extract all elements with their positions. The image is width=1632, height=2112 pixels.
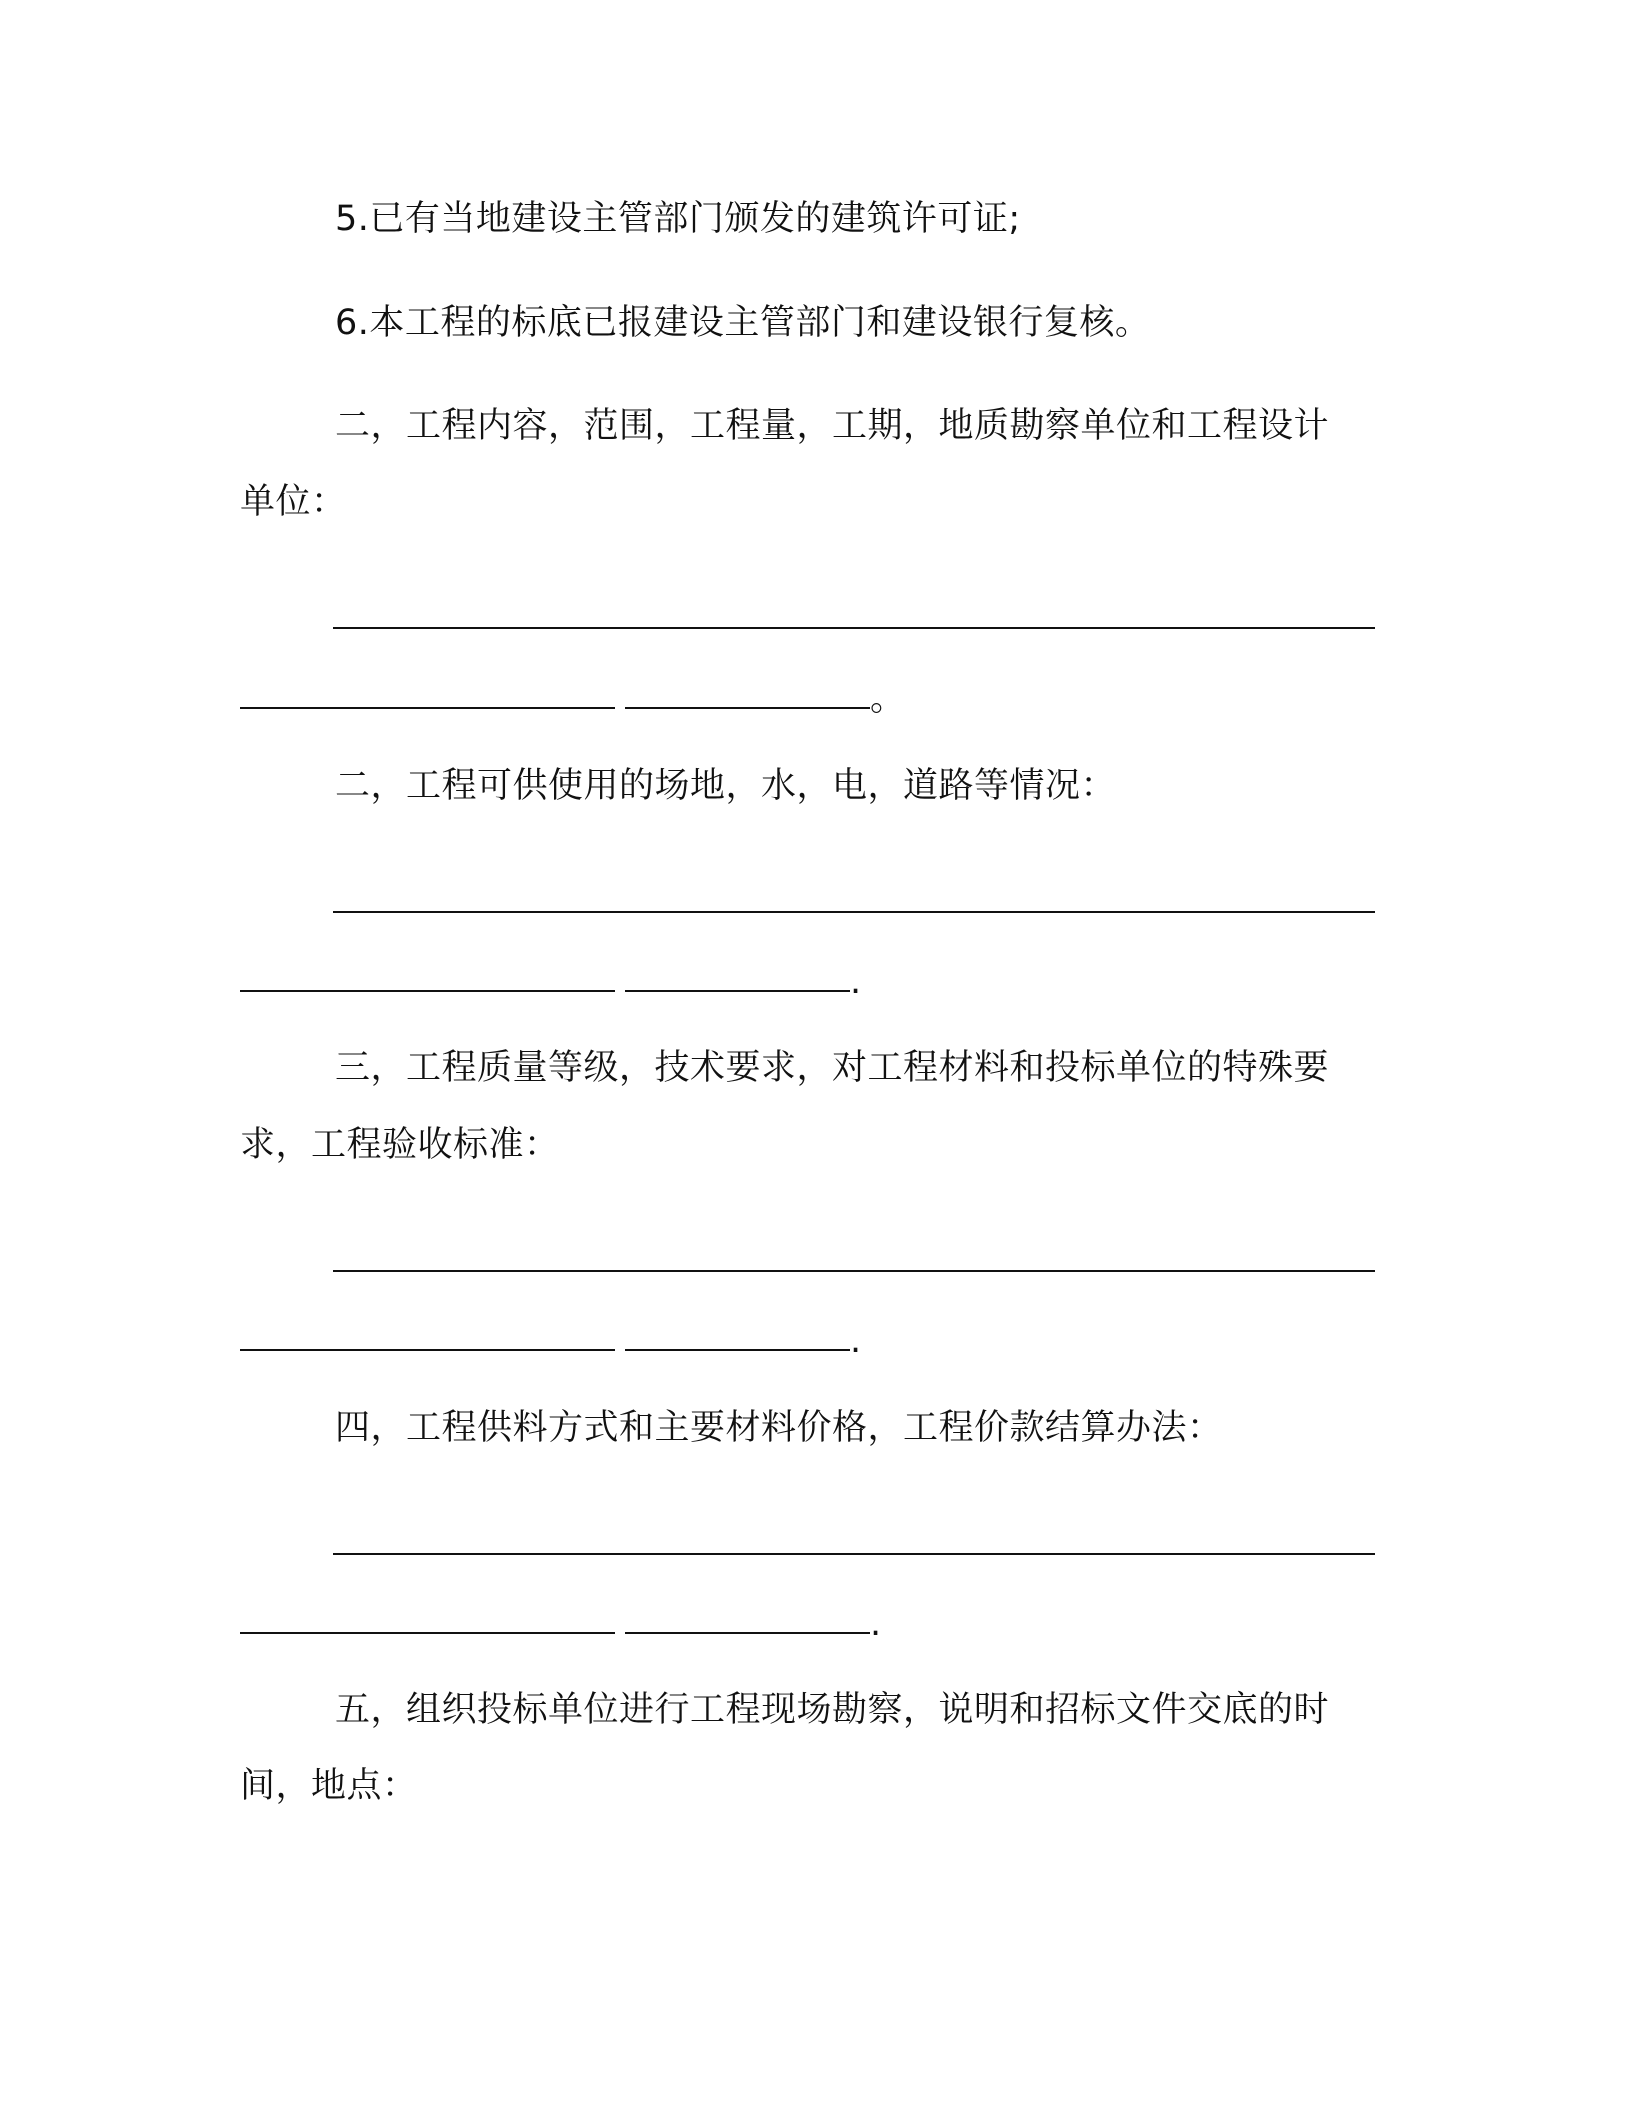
blank-fill-line	[625, 990, 850, 992]
section-heading-site-visit: 五，组织投标单位进行工程现场勘察，说明和招标文件交底的时	[335, 1690, 1330, 1730]
blank-fill-line	[240, 1349, 615, 1351]
blank-end-mark: .	[850, 1321, 862, 1361]
blank-fill-line	[625, 707, 870, 709]
section-heading-quality-cont: 求，工程验收标准：	[240, 1125, 560, 1165]
blank-fill-line	[333, 911, 1375, 913]
section-heading-materials: 四，工程供料方式和主要材料价格，工程价款结算办法：	[335, 1408, 1223, 1448]
blank-fill-line	[625, 1632, 870, 1634]
blank-end-mark: 。	[870, 679, 906, 719]
blank-fill-line	[240, 707, 615, 709]
blank-end-mark: .	[850, 962, 862, 1002]
blank-end-mark: .	[870, 1604, 882, 1644]
text-line-item-6: 6.本工程的标底已报建设主管部门和建设银行复核。	[335, 303, 1151, 343]
blank-fill-line	[333, 1270, 1375, 1272]
section-heading-site-visit-cont: 间，地点：	[240, 1766, 418, 1806]
blank-fill-line	[333, 1553, 1375, 1555]
section-heading-scope: 二，工程内容，范围，工程量，工期，地质勘察单位和工程设计	[335, 406, 1330, 446]
text-line-item-5: 5.已有当地建设主管部门颁发的建筑许可证;	[335, 199, 1021, 239]
blank-fill-line	[333, 627, 1375, 629]
blank-fill-line	[240, 1632, 615, 1634]
section-heading-quality: 三，工程质量等级，技术要求，对工程材料和投标单位的特殊要	[335, 1048, 1330, 1088]
section-heading-scope-cont: 单位：	[240, 482, 347, 522]
blank-fill-line	[625, 1349, 850, 1351]
section-heading-site: 二，工程可供使用的场地，水，电，道路等情况：	[335, 766, 1117, 806]
blank-fill-line	[240, 990, 615, 992]
